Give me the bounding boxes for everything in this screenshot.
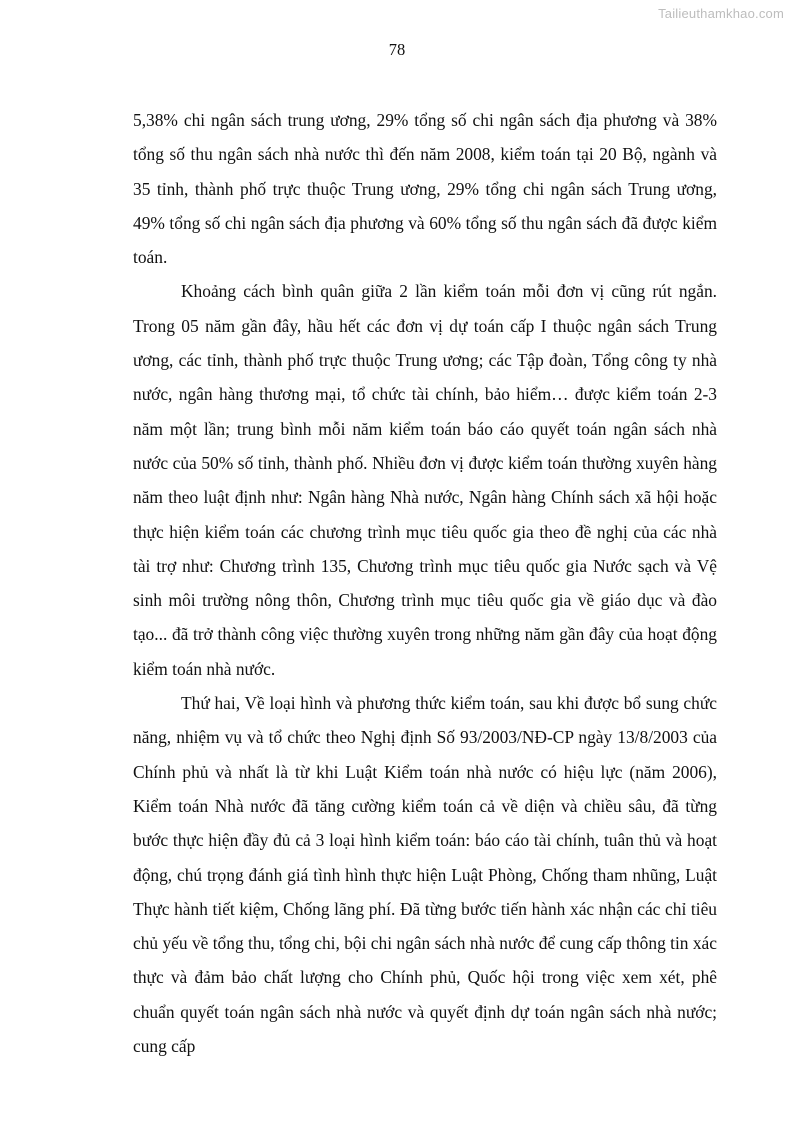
paragraph-audit-types: Thứ hai, Về loại hình và phương thức kiểm toán, sau khi được bổ sung chức năng, nhiệm vụ và tổ chức theo Nghị định Số 93/2003/NĐ-CP ngày 13/8/2003 của Chính phủ và nhất là từ khi Luật Kiểm toán nhà nước có hiệu lực (năm 2006), Kiểm toán Nhà nước đã tăng cường kiểm toán cả về diện và chiều sâu, đã từng bước thực hiện đầy đủ cả 3 loại hình kiểm toán: báo cáo tài chính, tuân thủ và hoạt động, chú trọng đánh giá tình hình thực hiện Luật Phòng, Chống tham nhũng, Luật Thực hành tiết kiệm, Chống lãng phí. Đã từng bước tiến hành xác nhận các chỉ tiêu chủ yếu về tổng thu, tổng chi, bội chi ngân sách nhà nước để cung cấp thông tin xác thực và đảm bảo chất lượng cho Chính phủ, Quốc hội trong việc xem xét, phê chuẩn quyết toán ngân sách nhà nước và quyết định dự toán ngân sách nhà nước; cung cấp [133, 693, 717, 1057]
document-body [133, 103, 717, 1063]
watermark: Tailieuthamkhao.com [658, 6, 784, 21]
paragraph-audit-interval: Khoảng cách bình quân giữa 2 lần kiểm toán mỗi đơn vị cũng rút ngắn. Trong 05 năm gần đây, hầu hết các đơn vị dự toán cấp I thuộc ngân sách Trung ương, các tỉnh, thành phố trực thuộc Trung ương; các Tập đoàn, Tổng công ty nhà nước, ngân hàng thương mại, tổ chức tài chính, bảo hiểm… được kiểm toán 2-3 năm một lần; trung bình mỗi năm kiểm toán báo cáo quyết toán ngân sách nhà nước của 50% số tỉnh, thành phố. Nhiều đơn vị được kiểm toán thường xuyên hàng năm theo luật định như: Ngân hàng Nhà nước, Ngân hàng Chính sách xã hội hoặc thực hiện kiểm toán các chương trình mục tiêu quốc gia theo đề nghị của các nhà tài trợ như: Chương trình 135, Chương trình mục tiêu quốc gia Nước sạch và Vệ sinh môi trường nông thôn, Chương trình mục tiêu quốc gia về giáo dục và đào tạo... đã trở thành công việc thường xuyên trong những năm gần đây của hoạt động kiểm toán nhà nước. [133, 281, 717, 679]
paragraph-continuation: 5,38% chi ngân sách trung ương, 29% tổng số chi ngân sách địa phương và 38% tổng số thu ngân sách nhà nước thì đến năm 2008, kiểm toán tại 20 Bộ, ngành và 35 tỉnh, thành phố trực thuộc Trung ương, 29% tổng chi ngân sách Trung ương, 49% tổng số chi ngân sách địa phương và 60% tổng số thu ngân sách đã được kiểm toán. [133, 110, 717, 268]
page-number: 78 [388, 40, 406, 59]
